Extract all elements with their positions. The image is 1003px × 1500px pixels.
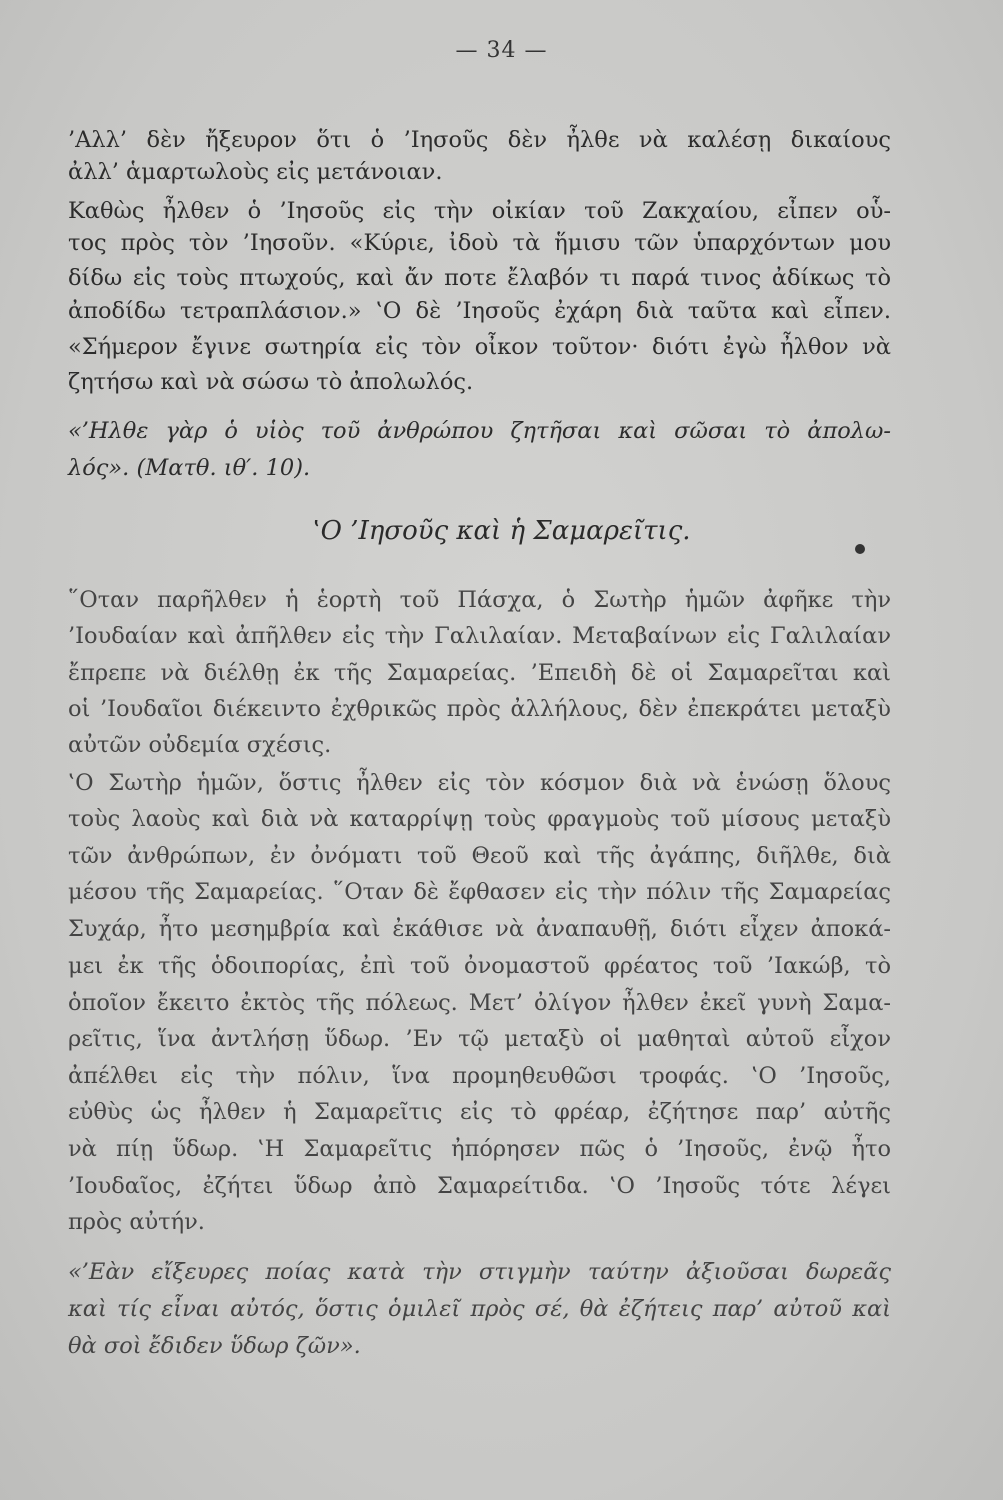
text-line: ἀπέλθει εἰς τὴν πόλιν, ἵνα προμηθευθῶσι τροφάς. ‛Ο ’Ιησοῦς, (68, 1063, 891, 1089)
text-line: νὰ πίῃ ὕδωρ. ‛Η Σαμαρεῖτις ἠπόρησεν πῶς ὁ ’Ιησοῦς, ἐνῷ ἦτο (68, 1136, 891, 1162)
text-line: ἀποδίδω τετραπλάσιον.» ‛Ο δὲ ’Ιησοῦς ἐχάρη διὰ ταῦτα καὶ εἶπεν. (68, 298, 891, 324)
text-line: οἱ ’Ιουδαῖοι διέκειντο ἐχθρικῶς πρὸς ἀλλήλους, δὲν ἐπεκράτει μεταξὺ (68, 696, 891, 722)
text-line: «Σήμερον ἔγινε σωτηρία εἰς τὸν οἶκον τοῦτον· διότι ἐγὼ ἦλθον νὰ (68, 334, 891, 360)
text-line: ὁποῖον ἔκειτο ἐκτὸς τῆς πόλεως. Μετ’ ὀλίγον ἦλθεν ἐκεῖ γυνὴ Σαμα- (68, 990, 891, 1016)
text-line: ’Ιουδαῖος, ἐζήτει ὕδωρ ἀπὸ Σαμαρείτιδα. ‛Ο ’Ιησοῦς τότε λέγει (68, 1173, 891, 1199)
text-line: ἔπρεπε νὰ διέλθῃ ἐκ τῆς Σαμαρείας. ’Επειδὴ δὲ οἱ Σαμαρεῖται καὶ (68, 660, 891, 686)
text-line: πρὸς αὐτήν. (68, 1209, 205, 1235)
text-line: ἀλλ’ ἁμαρτωλοὺς εἰς μετάνοιαν. (68, 159, 443, 185)
quote-line: καὶ τίς εἶναι αὐτός, ὅστις ὁμιλεῖ πρὸς σέ, θὰ ἐζήτεις παρ’ αὐτοῦ καὶ (68, 1296, 891, 1322)
text-line: ρεῖτις, ἵνα ἀντλήσῃ ὕδωρ. ’Εν τῷ μεταξὺ οἱ μαθηταὶ αὐτοῦ εἶχον (68, 1026, 891, 1052)
text-line: αὐτῶν οὐδεμία σχέσις. (68, 732, 332, 758)
text-line: εὐθὺς ὡς ἦλθεν ἡ Σαμαρεῖτις εἰς τὸ φρέαρ, ἐζήτησε παρ’ αὐτῆς (68, 1099, 891, 1125)
page-number: — 34 — (455, 38, 548, 63)
text-line: ῞Οταν παρῆλθεν ἡ ἑορτὴ τοῦ Πάσχα, ὁ Σωτὴρ ἡμῶν ἀφῆκε τὴν (68, 587, 891, 613)
text-line: Συχάρ, ἦτο μεσημβρία καὶ ἐκάθισε νὰ ἀναπαυθῇ, διότι εἶχεν ἀποκά- (68, 916, 891, 942)
text-line: τῶν ἀνθρώπων, ἐν ὀνόματι τοῦ Θεοῦ καὶ τῆς ἀγάπης, διῆλθε, διὰ (68, 843, 891, 869)
ink-spot (855, 544, 865, 554)
quote-line: λός». (Ματθ. ιθ′. 10). (68, 455, 311, 481)
text-line: ζητήσω καὶ νὰ σώσω τὸ ἀπολωλός. (68, 369, 474, 395)
text-line: Καθὼς ἦλθεν ὁ ’Ιησοῦς εἰς τὴν οἰκίαν τοῦ Ζακχαίου, εἶπεν οὗ- (68, 198, 891, 224)
text-line: δίδω εἰς τοὺς πτωχούς, καὶ ἄν ποτε ἔλαβόν τι παρά τινος ἀδίκως τὸ (68, 265, 891, 291)
text-line: ’Αλλ’ δὲν ἤξευρον ὅτι ὁ ’Ιησοῦς δὲν ἦλθε νὰ καλέσῃ δικαίους (68, 127, 891, 153)
quote-line: θὰ σοὶ ἔδιδεν ὕδωρ ζῶν». (68, 1333, 361, 1359)
text-line: τοὺς λαοὺς καὶ διὰ νὰ καταρρίψῃ τοὺς φραγμοὺς τοῦ μίσους μεταξὺ (68, 806, 891, 832)
quote-line: «’Εὰν εἴξευρες ποίας κατὰ τὴν στιγμὴν ταύτην ἀξιοῦσαι δωρεᾶς (68, 1259, 891, 1285)
text-line: ‛Ο Σωτὴρ ἡμῶν, ὅστις ἦλθεν εἰς τὸν κόσμον διὰ νὰ ἑνώσῃ ὅλους (68, 770, 891, 796)
section-heading: ‛Ο ’Ιησοῦς καὶ ἡ Σαμαρεῖτις. (312, 516, 691, 546)
text-line: μει ἐκ τῆς ὁδοιπορίας, ἐπὶ τοῦ ὀνομαστοῦ φρέατος τοῦ ’Ιακώβ, τὸ (68, 953, 891, 979)
text-line: ’Ιουδαίαν καὶ ἀπῆλθεν εἰς τὴν Γαλιλαίαν. Μεταβαίνων εἰς Γαλιλαίαν (68, 623, 891, 649)
text-line: μέσου τῆς Σαμαρείας. ῞Οταν δὲ ἔφθασεν εἰς τὴν πόλιν τῆς Σαμαρείας (68, 879, 891, 905)
quote-line: «’Ηλθε γὰρ ὁ υἱὸς τοῦ ἀνθρώπου ζητῆσαι καὶ σῶσαι τὸ ἀπολω- (68, 418, 891, 444)
text-line: τος πρὸς τὸν ’Ιησοῦν. «Κύριε, ἰδοὺ τὰ ἥμισυ τῶν ὑπαρχόντων μου (68, 230, 891, 256)
